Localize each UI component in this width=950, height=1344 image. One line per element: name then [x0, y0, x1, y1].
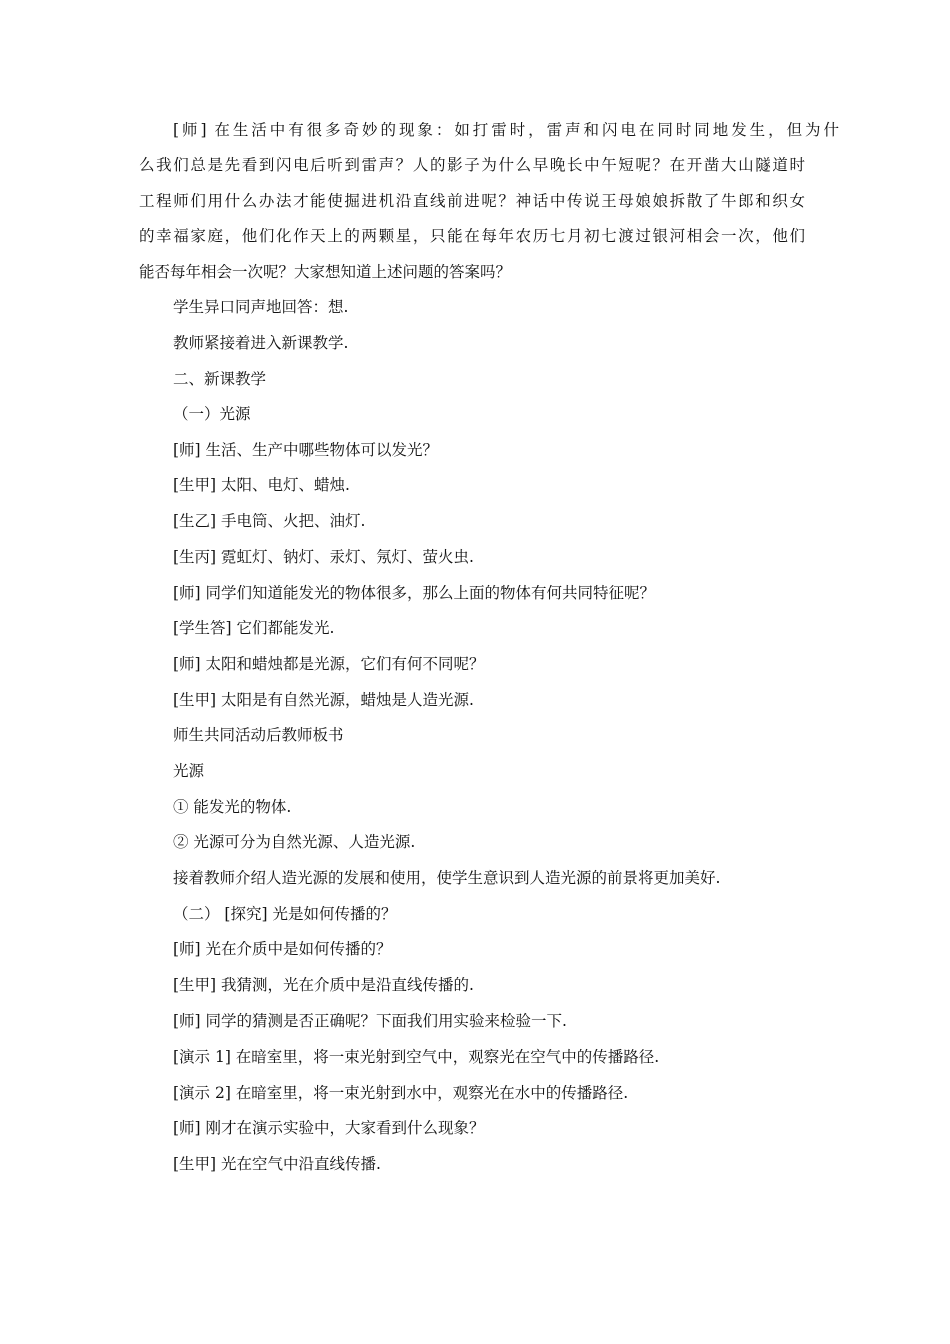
demo-line: [演示 2] 在暗室里，将一束光射到水中，观察光在水中的传播路径. [173, 1084, 629, 1102]
intro-line-2: 么我们总是先看到闪电后听到雷声？人的影子为什么早晚长中午短呢？在开凿大山隧道时 [139, 156, 805, 174]
paragraph: 教师紧接着进入新课教学. [173, 334, 349, 352]
dialogue-line: [师] 生活、生产中哪些物体可以发光？ [173, 441, 439, 459]
paragraph: 学生异口同声地回答：想. [173, 298, 349, 316]
board-item: ① 能发光的物体. [173, 798, 292, 816]
intro-line-5: 能否每年相会一次呢？大家想知道上述问题的答案吗？ [139, 263, 512, 281]
intro-line-3: 工程师们用什么办法才能使掘进机沿直线前进呢？神话中传说王母娘娘拆散了牛郎和织女 [139, 192, 805, 210]
board-item: ② 光源可分为自然光源、人造光源. [173, 833, 416, 851]
paragraph: 接着教师介绍人造光源的发展和使用，使学生意识到人造光源的前景将更加美好. [173, 869, 721, 887]
dialogue-line: [师] 光在介质中是如何传播的？ [173, 940, 392, 958]
section-heading: 二、新课教学 [173, 370, 267, 388]
dialogue-line: [生丙] 霓虹灯、钠灯、汞灯、氖灯、萤火虫. [173, 548, 474, 566]
subsection-heading: （二） [探究] 光是如何传播的？ [173, 905, 397, 923]
dialogue-line: [生甲] 太阳、电灯、蜡烛. [173, 476, 350, 494]
dialogue-line: [师] 太阳和蜡烛都是光源，它们有何不同呢？ [173, 655, 485, 673]
dialogue-line: [师] 刚才在演示实验中，大家看到什么现象？ [173, 1119, 485, 1137]
dialogue-line: [师] 同学的猜测是否正确呢？下面我们用实验来检验一下. [173, 1012, 567, 1030]
dialogue-line: [生甲] 太阳是有自然光源，蜡烛是人造光源. [173, 691, 474, 709]
paragraph: 师生共同活动后教师板书 [173, 726, 344, 744]
dialogue-line: [生甲] 光在空气中沿直线传播. [173, 1155, 381, 1173]
intro-line-1: [师] 在生活中有很多奇妙的现象：如打雷时，雷声和闪电在同时同地发生，但为什 [173, 121, 839, 139]
intro-line-4: 的幸福家庭，他们化作天上的两颗星，只能在每年农历七月初七渡过银河相会一次，他们 [139, 227, 805, 245]
dialogue-line: [生甲] 我猜测，光在介质中是沿直线传播的. [173, 976, 474, 994]
subsection-heading: （一）光源 [173, 405, 251, 423]
dialogue-line: [师] 同学们知道能发光的物体很多，那么上面的物体有何共同特征呢？ [173, 584, 656, 602]
board-title: 光源 [173, 762, 205, 780]
dialogue-line: [学生答] 它们都能发光. [173, 619, 335, 637]
dialogue-line: [生乙] 手电筒、火把、油灯. [173, 512, 366, 530]
demo-line: [演示 1] 在暗室里，将一束光射到空气中，观察光在空气中的传播路径. [173, 1048, 660, 1066]
